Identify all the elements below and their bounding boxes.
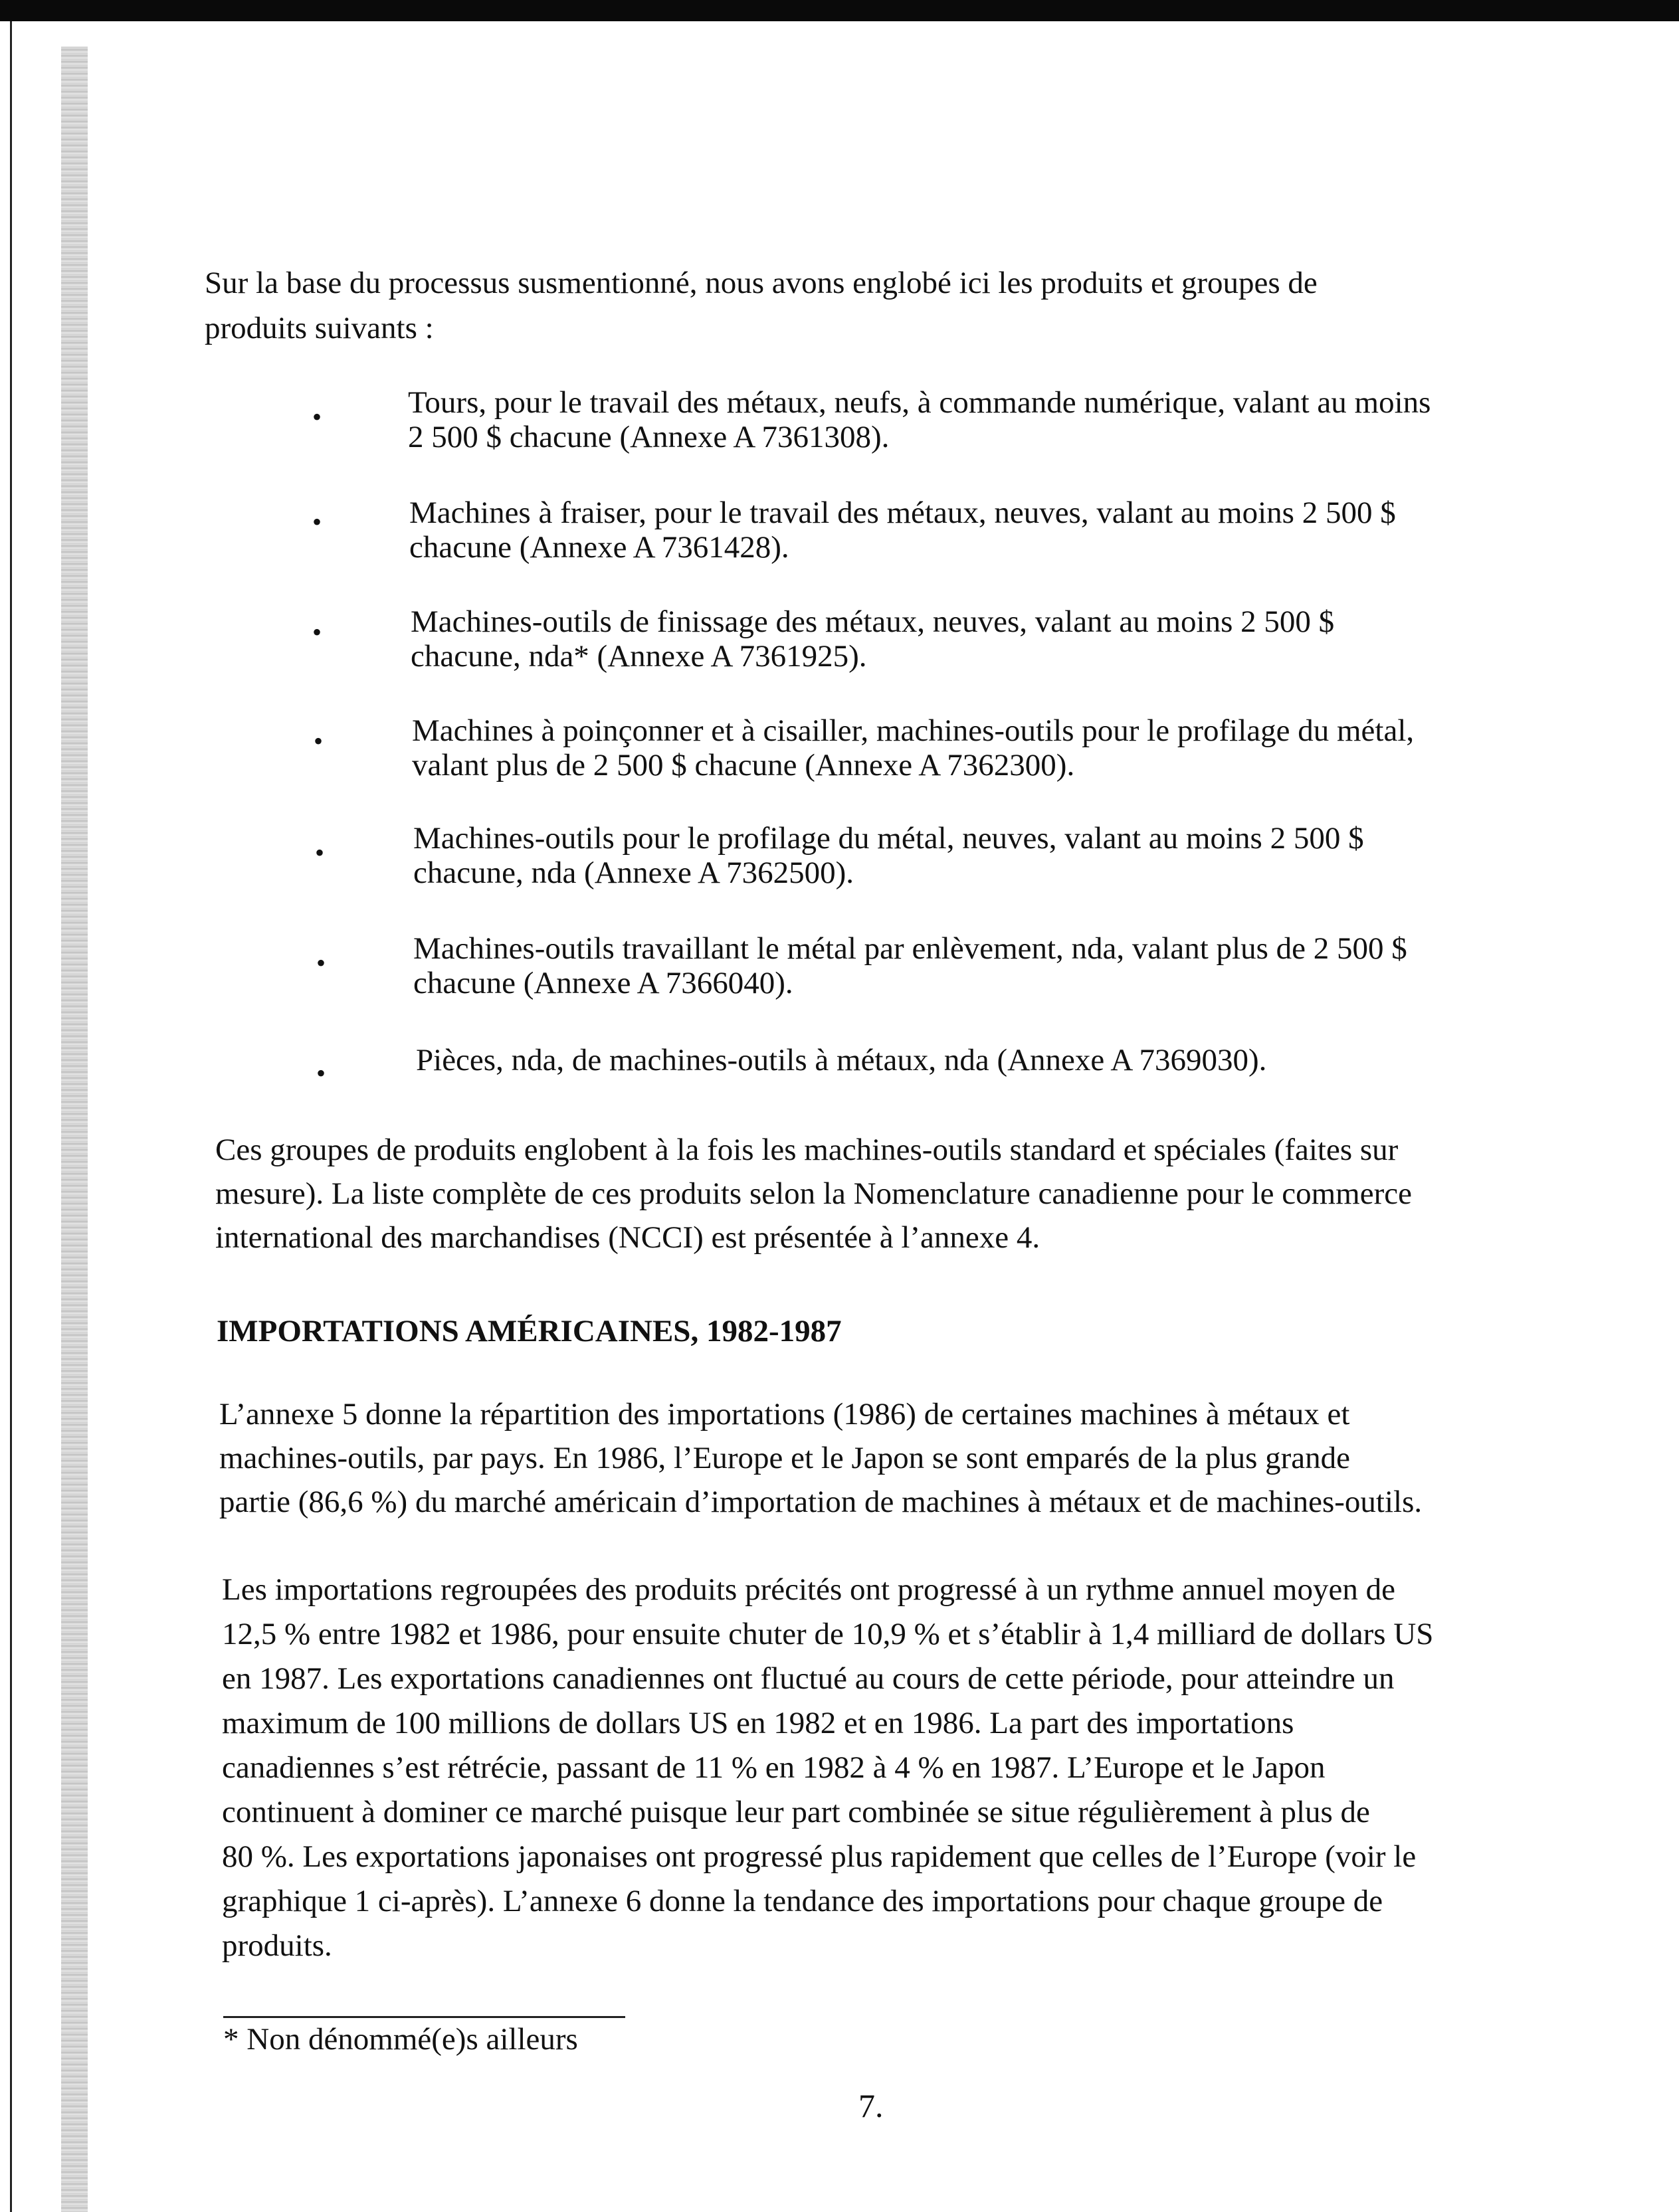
intro-paragraph: Sur la base du processus susmentionné, nous avons englobé ici les produits et groupes de produits suivants : [205,266,1318,345]
bullet-5-dot: • [315,838,325,868]
bullet-2-dot: • [312,507,322,537]
bullet-1-text: Tours, pour le travail des métaux, neufs, à commande numérique, valant au moins 2 500 $ chacune (Annexe A 7361308). [408,385,1431,454]
annexe5-paragraph: L’annexe 5 donne la répartition des importations (1986) de certaines machines à métaux et machines-outils, par pays. En 1986, l’Europe et le Japon se sont emparés de la plus grande partie (86,6 %) du marché américain d’importation de machines à métaux et de machines-outils. [219,1397,1423,1519]
bullet-4-dot: • [314,726,324,756]
footnote-separator [223,2016,625,2018]
bullet-7-dot: • [316,1058,326,1088]
page-number: 7. [858,2087,884,2124]
bullet-3-text: Machines-outils de finissage des métaux, neuves, valant au moins 2 500 $ chacune, nda* (Annexe A 7361925). [411,604,1335,674]
bullet-6-dot: • [316,948,326,978]
section-heading: IMPORTATIONS AMÉRICAINES, 1982-1987 [217,1314,842,1348]
bullet-3-dot: • [312,617,322,647]
product-groups-paragraph: Ces groupes de produits englobent à la fois les machines-outils standard et spéciales (faites sur mesure). La liste complète de ces produits selon la Nomenclature canadienne pour le commerce international des marchandises (NCCI) est présentée à l’annexe 4. [215,1133,1412,1255]
footnote: * Non dénommé(e)s ailleurs [223,2022,578,2057]
bullet-1-dot: • [312,402,322,432]
imports-paragraph: Les importations regroupées des produits précités ont progressé à un rythme annuel moyen de 12,5 % entre 1982 et 1986, pour ensuite chuter de 10,9 % et s’établir à 1,4 milliard de dollars US en 1987. Les exportations canadiennes ont fluctué au cours de cette période, pour atteindre un maximum de 100 millions de dollars US en 1982 et en 1986. La part des importations canadiennes s’est rétrécie, passant de 11 % en 1982 à 4 % en 1987. L’Europe et le Japon continuent à dominer ce marché puisque leur part combinée se situe régulièrement à plus de 80 %. Les exportations japonaises ont progressé plus rapidement que celles de l’Europe (voir le graphique 1 ci-après). L’annexe 6 donne la tendance des importations pour chaque groupe de produits. [222,1572,1434,1963]
bullet-5-text: Machines-outils pour le profilage du métal, neuves, valant au moins 2 500 $ chacune, nda (Annexe A 7362500). [413,821,1364,890]
bullet-4-text: Machines à poinçonner et à cisailler, machines-outils pour le profilage du métal, valant plus de 2 500 $ chacune (Annexe A 7362300). [412,713,1415,783]
bullet-6-text: Machines-outils travaillant le métal par enlèvement, nda, valant plus de 2 500 $ chacune (Annexe A 7366040). [413,931,1407,1000]
bullet-2-text: Machines à fraiser, pour le travail des métaux, neuves, valant au moins 2 500 $ chacune (Annexe A 7361428). [409,496,1396,565]
bullet-7-text: Pièces, nda, de machines-outils à métaux, nda (Annexe A 7369030). [416,1043,1267,1077]
